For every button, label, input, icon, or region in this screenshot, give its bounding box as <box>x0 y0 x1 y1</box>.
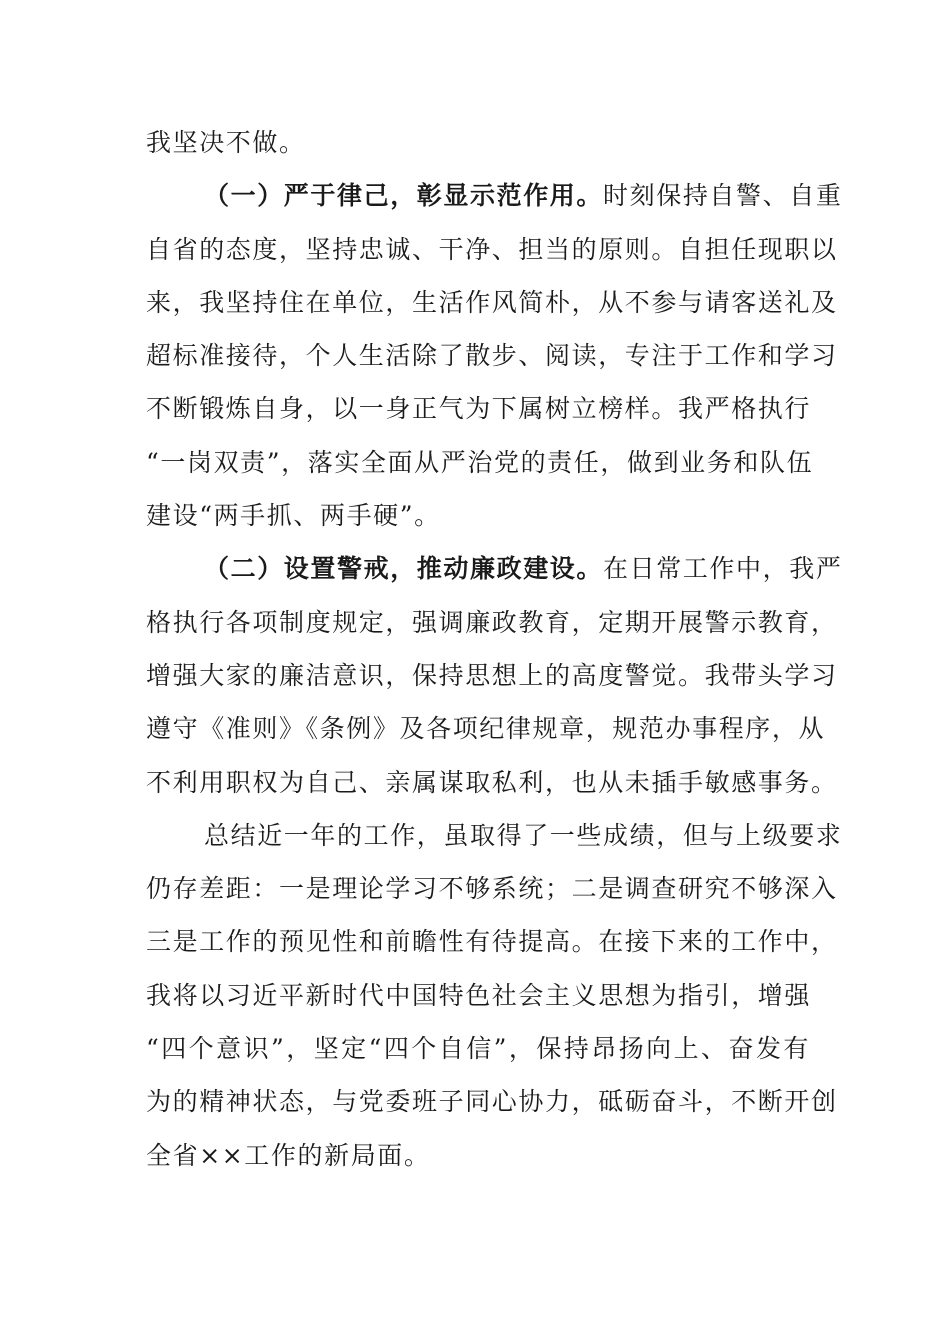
section2-line-2: 增强大家的廉洁意识，保持思想上的高度警觉。我带头学习 <box>146 660 838 690</box>
section1-line-0: 时刻保持自警、自重 <box>603 181 843 211</box>
section1-line-5: “一岗双责”，落实全面从严治党的责任，做到业务和队伍 <box>146 447 814 477</box>
section2-line-0: 在日常工作中，我严 <box>603 554 843 584</box>
summary-line-5: 为的精神状态，与党委班子同心协力，砥砺奋斗，不断开创 <box>146 1087 838 1117</box>
section2-line-4: 不利用职权为自己、亲属谋取私利，也从未插手敏感事务。 <box>146 767 838 797</box>
section2-line-1: 格执行各项制度规定，强调廉政教育，定期开展警示教育， <box>146 607 838 637</box>
summary-line-1: 仍存差距：一是理论学习不够系统；二是调查研究不够深入 <box>146 874 838 904</box>
summary-line-0: 总结近一年的工作，虽取得了一些成绩，但与上级要求 <box>204 820 843 850</box>
section1-line-4: 不断锻炼自身，以一身正气为下属树立榜样。我严格执行 <box>146 394 812 424</box>
section1-line-6: 建设“两手抓、两手硬”。 <box>146 501 441 531</box>
section1-heading: （一）严于律己，彰显示范作用。 <box>204 181 604 211</box>
section1-line-3: 超标准接待，个人生活除了散步、阅读，专注于工作和学习 <box>146 341 838 371</box>
section1-line-2: 来，我坚持住在单位，生活作风简朴，从不参与请客送礼及 <box>146 287 838 317</box>
summary-line-2: 三是工作的预见性和前瞻性有待提高。在接下来的工作中， <box>146 927 838 957</box>
section1-first-line <box>146 169 843 222</box>
summary-line-6: 全省××工作的新局面。 <box>146 1140 431 1170</box>
continuation-line: 我坚决不做。 <box>146 128 306 157</box>
section2-line-3: 遵守《准则》《条例》及各项纪律规章，规范办事程序，从 <box>146 714 826 744</box>
document-body <box>146 116 843 1182</box>
summary-line-4: “四个意识”，坚定“四个自信”，保持昂扬向上、奋发有 <box>146 1034 810 1064</box>
section2-heading: （二）设置警戒，推动廉政建设。 <box>204 554 604 584</box>
summary-line-3: 我将以习近平新时代中国特色社会主义思想为指引，增强 <box>146 980 812 1010</box>
section2-first-line <box>146 542 843 595</box>
section1-line-1: 自省的态度，坚持忠诚、干净、担当的原则。自担任现职以 <box>146 234 838 264</box>
